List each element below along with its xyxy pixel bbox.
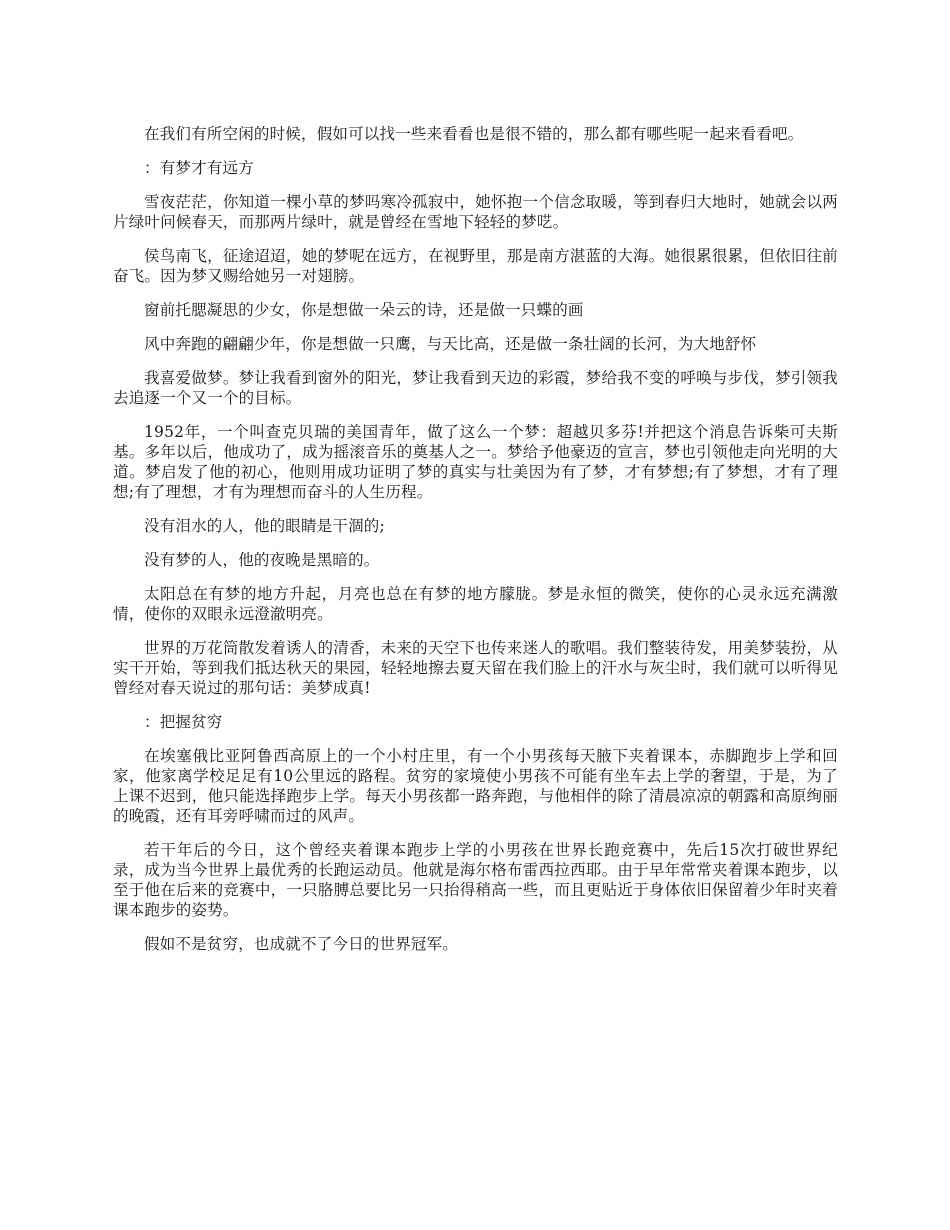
paragraph: 若干年后的今日，这个曾经夹着课本跑步上学的小男孩在世界长跑竞赛中，先后15次打破世界纪录，成为当今世界上最优秀的长跑运动员。他就是海尔格布雷西拉西耶。由于早年常常夹着课本跑步，以至于他在后来的竞赛中，一只胳膊总要比另一只抬得稍高一些，而且更贴近于身体依旧保留着少年时夹着课本跑步的姿势。 [113, 841, 838, 919]
paragraph: 1952年，一个叫查克贝瑞的美国青年，做了这么一个梦：超越贝多芬!并把这个消息告诉柴可夫斯基。多年以后，他成功了，成为摇滚音乐的奠基人之一。梦给予他豪迈的宣言，梦也引领他走向光明的大道。梦启发了他的初心，他则用成功证明了梦的真实与壮美因为有了梦，才有梦想;有了梦想，才有了理想;有了理想，才有为理想而奋斗的人生历程。 [113, 423, 838, 501]
paragraph: 在埃塞俄比亚阿鲁西高原上的一个小村庄里，有一个小男孩每天腋下夹着课本，赤脚跑步上学和回家，他家离学校足足有10公里远的路程。贫穷的家境使小男孩不可能有坐车去上学的奢望，于是，为了上课不迟到，他只能选择跑步上学。每天小男孩都一路奔跑，与他相伴的除了清晨凉凉的朝露和高原绚丽的晚霞，还有耳旁呼啸而过的风声。 [113, 747, 838, 825]
section-heading-dream: ：有梦才有远方 [144, 159, 254, 177]
paragraph: 没有梦的人，他的夜晚是黑暗的。 [144, 551, 380, 569]
paragraph: 风中奔跑的翩翩少年，你是想做一只鹰，与天比高，还是做一条壮阔的长河，为大地舒怀 [144, 335, 757, 353]
paragraph: 侯鸟南飞，征途迢迢，她的梦呢在远方，在视野里，那是南方湛蓝的大海。她很累很累，但依旧往前奋飞。因为梦又赐给她另一对翅膀。 [113, 247, 838, 285]
paragraph: 世界的万花筒散发着诱人的清香，未来的天空下也传来迷人的歌唱。我们整装待发，用美梦装扮，从实干开始，等到我们抵达秋天的果园，轻轻地擦去夏天留在我们脸上的汗水与灰尘时，我们就可以听得见曾经对春天说过的那句话：美梦成真! [113, 639, 838, 697]
paragraph: 没有泪水的人，他的眼睛是干涸的; [144, 517, 385, 535]
document-page [113, 124, 838, 968]
section-heading-poverty: ：把握贫穷 [144, 713, 223, 731]
paragraph: 雪夜茫茫，你知道一棵小草的梦吗寒冷孤寂中，她怀抱一个信念取暖，等到春归大地时，她就会以两片绿叶问候春天，而那两片绿叶，就是曾经在雪地下轻轻的梦呓。 [113, 193, 838, 231]
paragraph: 太阳总在有梦的地方升起，月亮也总在有梦的地方朦胧。梦是永恒的微笑，使你的心灵永远充满激情，使你的双眼永远澄澈明亮。 [113, 585, 838, 623]
paragraph: 窗前托腮凝思的少女，你是想做一朵云的诗，还是做一只蝶的画 [144, 301, 584, 319]
paragraph: 我喜爱做梦。梦让我看到窗外的阳光，梦让我看到天边的彩霞，梦给我不变的呼唤与步伐，梦引领我去追逐一个又一个的目标。 [113, 369, 838, 407]
paragraph-intro: 在我们有所空闲的时候，假如可以找一些来看看也是很不错的，那么都有哪些呢一起来看看吧。 [144, 125, 804, 143]
paragraph: 假如不是贫穷，也成就不了今日的世界冠军。 [144, 935, 459, 953]
